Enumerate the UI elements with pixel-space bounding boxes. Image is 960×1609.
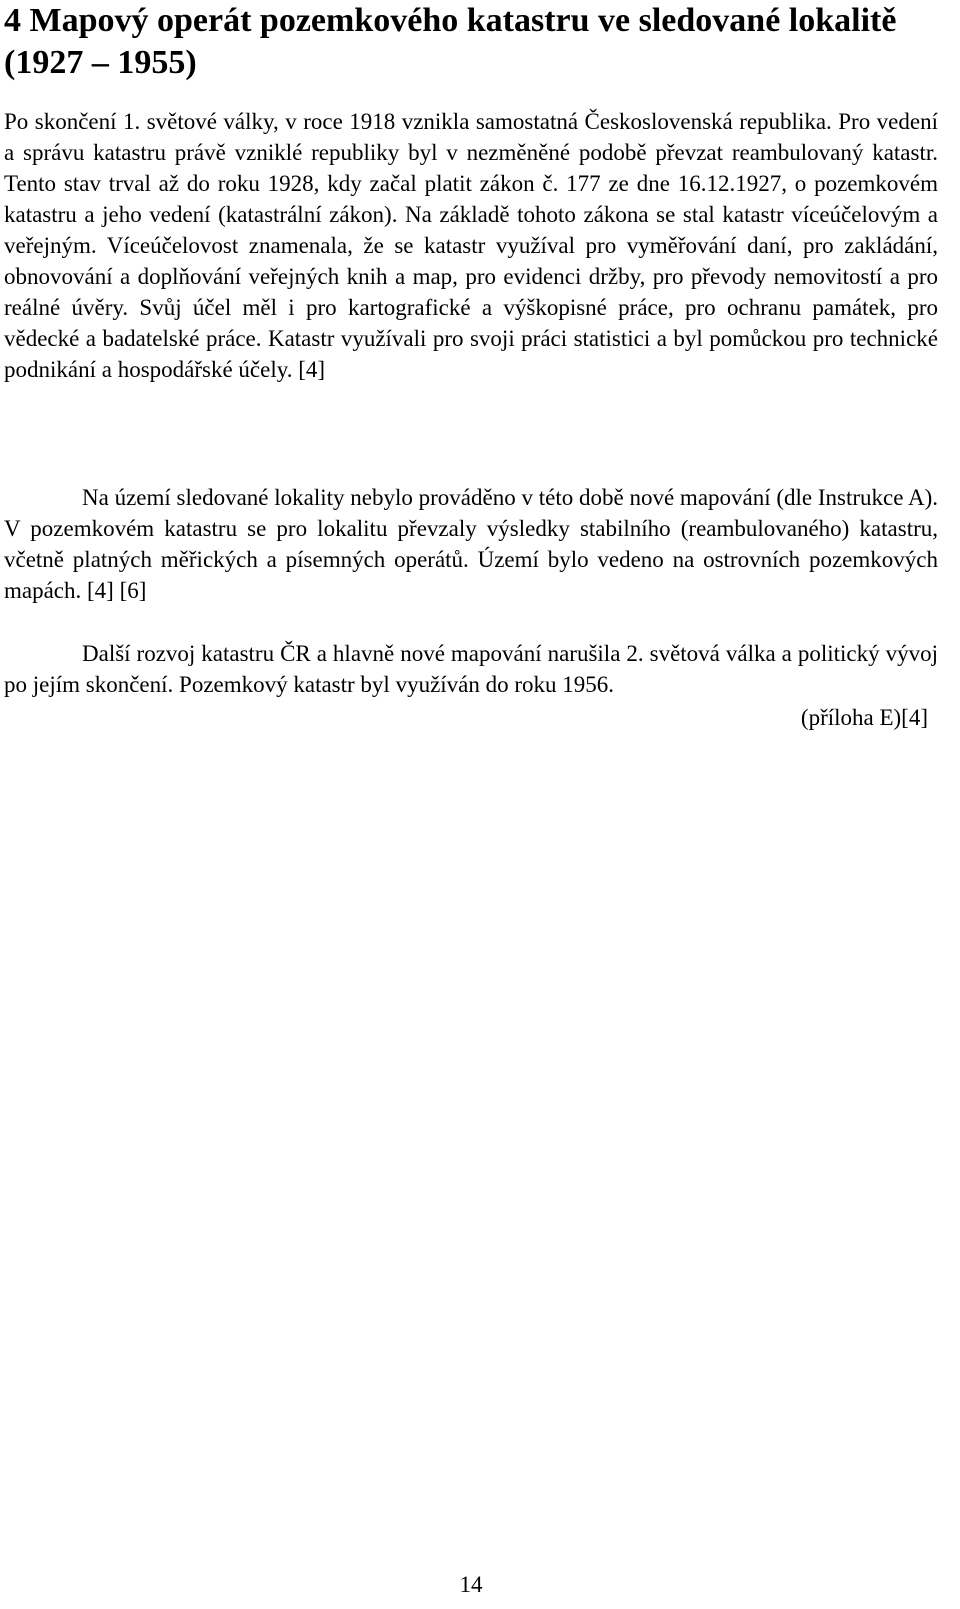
paragraph-mapping-locality: Na území sledované lokality nebylo prováděno v této době nové mapování (dle Instrukce A). V pozemkovém katastru se pro lokalitu převzaly výsledky stabilního (reambulovaného) katastru, včetně platných měřických a písemných operátů. Území bylo vedeno na ostrovních pozemkových mapách. [4] [6]: [4, 485, 938, 603]
appendix-reference: (příloha E)[4]: [800, 705, 928, 730]
paragraph-further-development: Další rozvoj katastru ČR a hlavně nové mapování narušila 2. světová válka a politický vývoj po jejím skončení. Pozemkový katastr byl využíván do roku 1956.: [4, 641, 938, 697]
chapter-heading: 4 Mapový operát pozemkového katastru ve sledované lokalitě (1927 – 1955): [4, 2, 897, 81]
paragraph-katastr-history: Po skončení 1. světové války, v roce 1918 vznikla samostatná Československá republika. Pro vedení a správu katastru právě vzniklé republiky byl v nezměněné podobě převzat reambulovaný katastr. Tento stav trval až do roku 1928, kdy začal platit zákon č. 177 ze dne 16.12.1927, o pozemkovém katastru a jeho vedení (katastrální zákon). Na základě tohoto zákona se stal katastr víceúčelovým a veřejným. Víceúčelovost znamenala, že se katastr využíval pro vyměřování daní, pro zakládání, obnovování a doplňování veřejných knih a map, pro evidenci držby, pro převody nemovitostí a pro reálné úvěry. Svůj účel měl i pro kartografické a výškopisné práce, pro ochranu památek, pro vědecké a badatelské práce. Katastr využívali pro svoji práci statistici a byl pomůckou pro technické podnikání a hospodářské účely. [4]: [4, 109, 938, 382]
page-number: 14: [459, 1572, 483, 1597]
